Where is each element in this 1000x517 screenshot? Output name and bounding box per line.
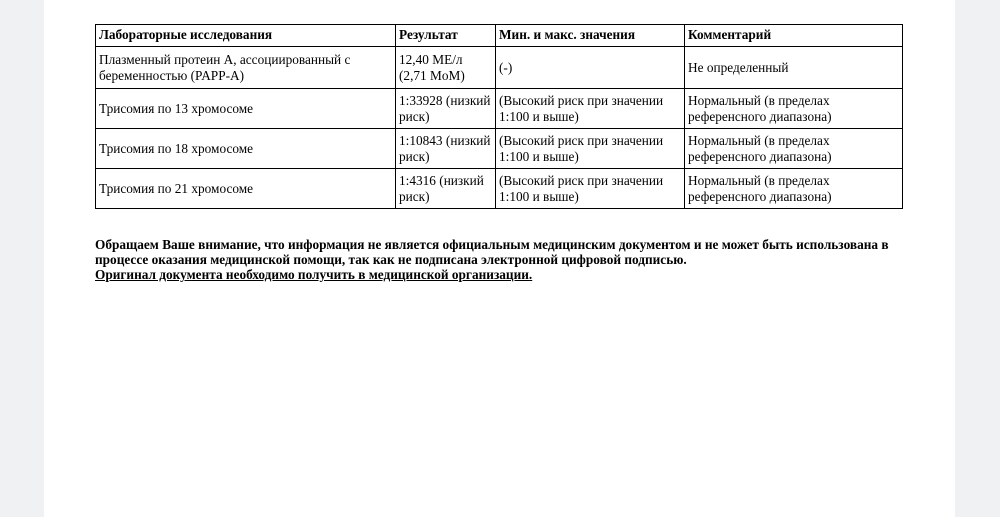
header-comment: Комментарий [685,25,903,47]
cell-comment: Нормальный (в пределах референсного диапазона) [685,129,903,169]
header-lab-tests: Лабораторные исследования [96,25,396,47]
cell-range: (Высокий риск при значении 1:100 и выше) [496,89,685,129]
disclaimer-text: Обращаем Ваше внимание, что информация не является официальным медицинским документом и не может быть использована в процессе оказания медицинской помощи, так как не подписана электронной цифровой подписью. [95,237,889,267]
lab-results-table [95,24,903,209]
table-row [96,47,903,89]
cell-comment: Нормальный (в пределах референсного диапазона) [685,169,903,209]
cell-range: (-) [496,47,685,89]
cell-range: (Высокий риск при значении 1:100 и выше) [496,129,685,169]
cell-comment: Нормальный (в пределах референсного диапазона) [685,89,903,129]
table-header-row [96,25,903,47]
disclaimer-notice [95,237,915,282]
cell-result: 1:10843 (низкий риск) [396,129,496,169]
table-row [96,89,903,129]
document-page [44,0,955,517]
cell-result: 1:33928 (низкий риск) [396,89,496,129]
cell-result: 12,40 МЕ/л (2,71 MoM) [396,47,496,89]
cell-comment: Не определенный [685,47,903,89]
cell-result: 1:4316 (низкий риск) [396,169,496,209]
table-row [96,169,903,209]
cell-test: Трисомия по 21 хромосоме [96,169,396,209]
cell-test: Трисомия по 13 хромосоме [96,89,396,129]
cell-test: Трисомия по 18 хромосоме [96,129,396,169]
cell-range: (Высокий риск при значении 1:100 и выше) [496,169,685,209]
disclaimer-original-note: Оригинал документа необходимо получить в медицинской организации. [95,267,533,282]
cell-test: Плазменный протеин А, ассоциированный с беременностью (PAPP-A) [96,47,396,89]
header-min-max: Мин. и макс. значения [496,25,685,47]
table-row [96,129,903,169]
header-result: Результат [396,25,496,47]
